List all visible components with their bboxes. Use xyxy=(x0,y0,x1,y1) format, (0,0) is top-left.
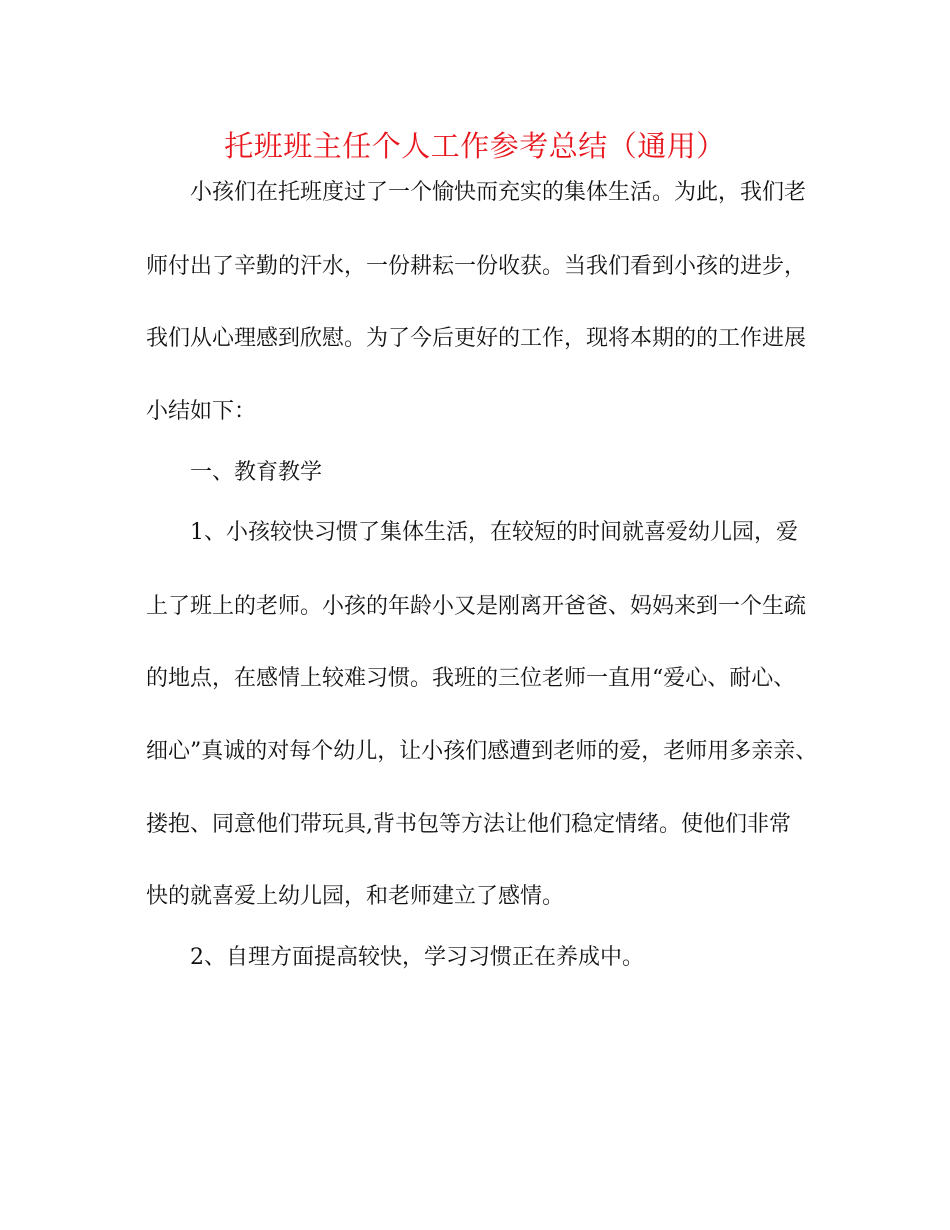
section-heading: 一、教育教学 xyxy=(190,460,323,485)
paragraph-line-5: 1、小孩较快习惯了集体生活，在较短的时间就喜爱幼儿园，爱 xyxy=(190,520,798,545)
document-title: 托班班主任个人工作参考总结（通用） xyxy=(224,129,726,163)
paragraph-line-11: 2、自理方面提高较快，学习习惯正在养成中。 xyxy=(190,945,644,970)
paragraph-line-2: 师付出了辛勤的汗水，一份耕耘一份收获。当我们看到小孩的进步， xyxy=(146,254,807,279)
paragraph-line-9: 搂抱、同意他们带玩具,背书包等方法让他们稳定情绪。使他们非常 xyxy=(146,812,791,837)
paragraph-line-1: 小孩们在托班度过了一个愉快而充实的集体生活。为此，我们老 xyxy=(190,180,807,205)
paragraph-line-8: 细心”真诚的对每个幼儿，让小孩们感遭到老师的爱，老师用多亲亲、 xyxy=(146,739,818,764)
paragraph-line-10: 快的就喜爱上幼儿园，和老师建立了感情。 xyxy=(146,884,565,909)
paragraph-line-6: 上了班上的老师。小孩的年龄小又是刚离开爸爸、妈妈来到一个生疏 xyxy=(146,594,807,619)
paragraph-line-4: 小结如下： xyxy=(146,399,257,424)
paragraph-line-3: 我们从心理感到欣慰。为了今后更好的工作，现将本期的的工作进展 xyxy=(146,326,807,351)
paragraph-line-7: 的地点，在感情上较难习惯。我班的三位老师一直用“爱心、耐心、 xyxy=(146,666,796,691)
